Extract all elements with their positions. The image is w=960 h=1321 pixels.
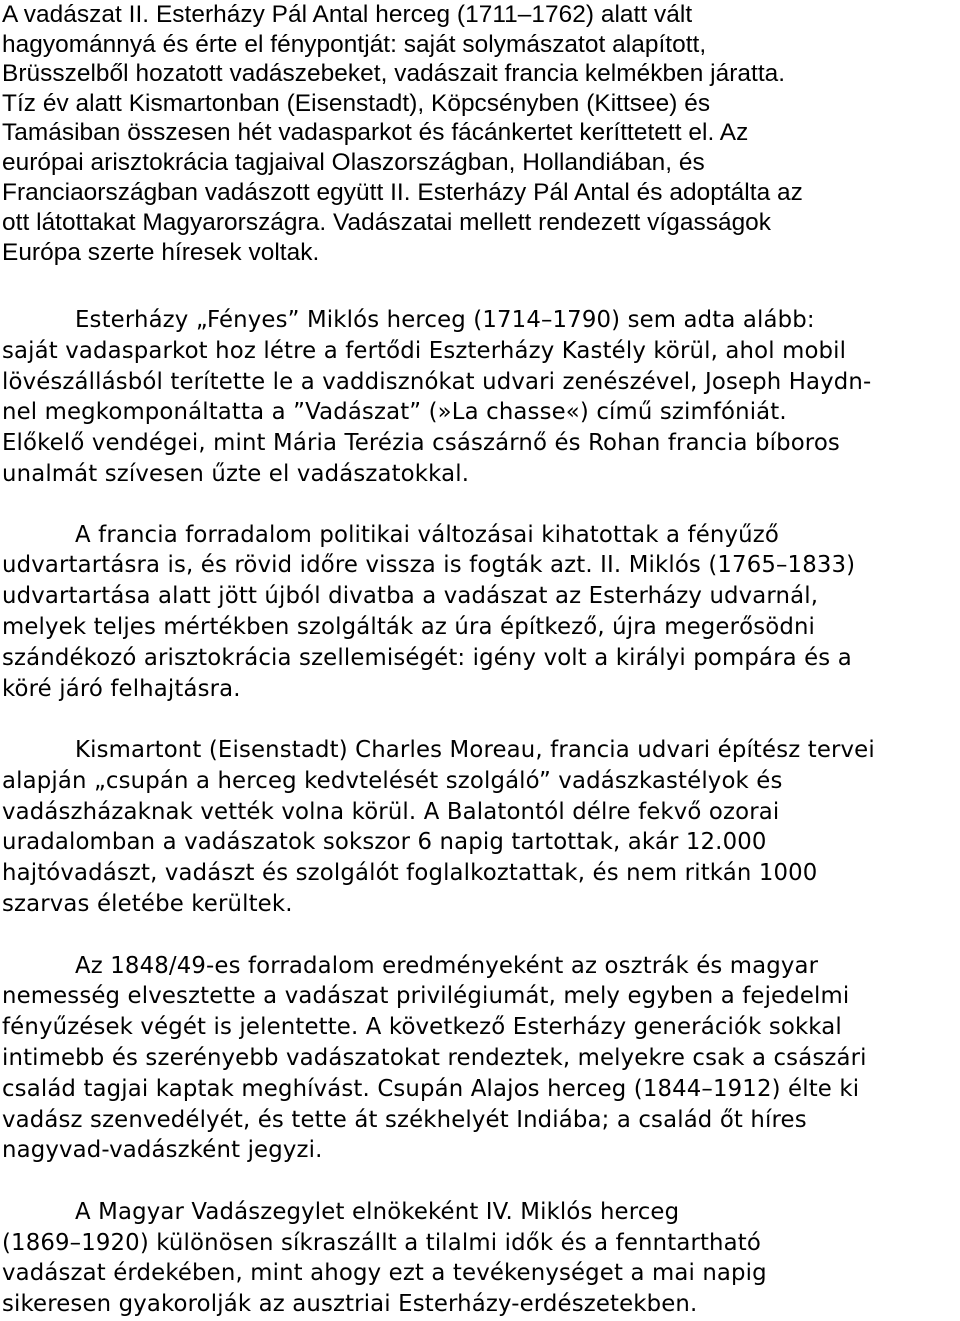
paragraph-line: lövészállásból terítette le a vaddisznókat udvari zenészével, Joseph Haydn- [2,369,872,395]
paragraph-line: ott látottakat Magyarországra. Vadászatai mellett rendezett vígasságok [2,209,772,236]
paragraph-line: Brüsszelből hozatott vadászebeket, vadászait francia kelmékben járatta. [2,60,786,87]
paragraph-line: szándékozó arisztokrácia szellemiségét: igény volt a királyi pompára és a [2,645,852,671]
paragraph-line: vadász szenvedélyét, és tette át székhelyét Indiába; a család őt híres [2,1107,807,1133]
paragraph-line: európai arisztokrácia tagjaival Olaszországban, Hollandiában, és [2,149,705,176]
paragraph-line: fényűzések végét is jelentette. A következő Esterházy generációk sokkal [2,1014,842,1040]
paragraph-line: alapján „csupán a herceg kedvtelését szolgáló” vadászkastélyok és [2,768,783,794]
paragraph-line: szarvas életébe kerültek. [2,891,293,917]
paragraph-line: (1869–1920) különösen síkraszállt a tilalmi idők és a fenntartható [2,1230,761,1256]
paragraph-line: A Magyar Vadászegylet elnökeként IV. Miklós herceg [75,1199,680,1225]
paragraph-line: uradalomban a vadászatok sokszor 6 napig tartottak, akár 12.000 [2,829,767,855]
paragraph-line: vadászat érdekében, mint ahogy ezt a tevékenységet a mai napig [2,1260,767,1286]
paragraph-line: Franciaországban vadászott együtt II. Esterházy Pál Antal és adoptálta az [2,179,803,206]
paragraph-line: Az 1848/49-es forradalom eredményeként az osztrák és magyar [75,953,819,979]
paragraph-line: unalmát szívesen űzte el vadászatokkal. [2,461,470,487]
paragraph-line: udvartartásra is, és rövid időre vissza is fogták azt. II. Miklós (1765–1833) [2,552,856,578]
paragraph-line: Kismartont (Eisenstadt) Charles Moreau, francia udvari építész tervei [75,737,875,763]
paragraph-line: hagyománnyá és érte el fénypontját: saját solymászatot alapított, [2,31,707,58]
paragraph-line: A vadászat II. Esterházy Pál Antal herceg (1711–1762) alatt vált [2,1,693,28]
paragraph-line: Európa szerte híresek voltak. [2,239,320,266]
paragraph-line: intimebb és szerényebb vadászatokat rendeztek, melyekre csak a császári [2,1045,867,1071]
paragraph-line: hajtóvadászt, vadászt és szolgálót foglalkoztattak, és nem ritkán 1000 [2,860,818,886]
paragraph-line: Esterházy „Fényes” Miklós herceg (1714–1790) sem adta alább: [75,307,815,333]
paragraph-line: nemesség elvesztette a vadászat privilégiumát, mely egyben a fejedelmi [2,983,850,1009]
paragraph-line: udvartartása alatt jött újból divatba a vadászat az Esterházy udvarnál, [2,583,819,609]
paragraph-line: család tagjai kaptak meghívást. Csupán Alajos herceg (1844–1912) élte ki [2,1076,860,1102]
paragraph-line: vadászházaknak vették volna körül. A Balatontól délre fekvő ozorai [2,799,780,825]
paragraph-line: A francia forradalom politikai változásai kihatottak a fényűző [75,522,779,548]
paragraph-line: Előkelő vendégei, mint Mária Terézia császárnő és Rohan francia bíboros [2,430,840,456]
paragraph-line: köré járó felhajtásra. [2,676,241,702]
paragraph-line: nagyvad-vadászként jegyzi. [2,1137,323,1163]
paragraph-line: melyek teljes mértékben szolgálták az úra építkező, újra megerősödni [2,614,816,640]
paragraph-line: nel megkomponáltatta a ”Vadászat” (»La chasse«) című szimfóniát. [2,399,787,425]
paragraph-line: saját vadasparkot hoz létre a fertődi Eszterházy Kastély körül, ahol mobil [2,338,847,364]
paragraph-line: Tíz év alatt Kismartonban (Eisenstadt), Köpcsényben (Kittsee) és [2,90,711,117]
paragraph-line: Tamásiban összesen hét vadasparkot és fácánkertet keríttetett el. Az [2,119,749,146]
paragraph-line: sikeresen gyakorolják az ausztriai Esterházy-erdészetekben. [2,1291,698,1317]
